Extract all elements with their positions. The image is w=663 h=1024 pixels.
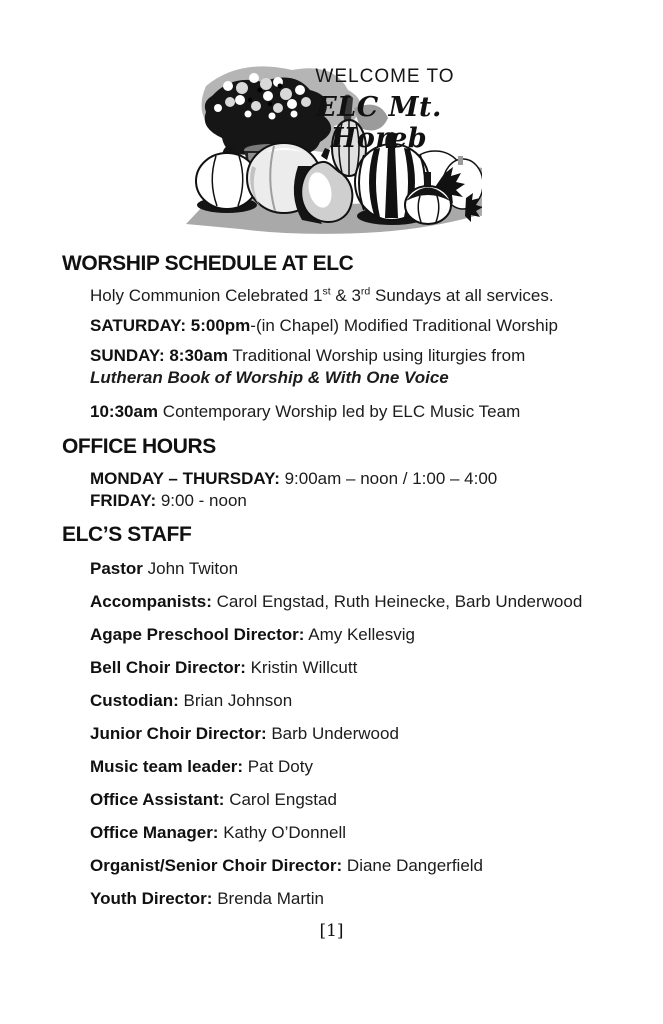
- office-hours-lines: [90, 468, 627, 511]
- staff-role: Bell Choir Director:: [90, 658, 246, 677]
- worship-schedule-heading: WORSHIP SCHEDULE AT ELC: [62, 252, 354, 275]
- church-name-script: ELC Mt. Horeb: [316, 92, 442, 154]
- saturday-text: -(in Chapel) Modified Traditional Worship: [250, 316, 558, 335]
- staff-name: Diane Dangerfield: [342, 856, 484, 875]
- staff-row: [90, 855, 627, 877]
- late-service-text: Contemporary Worship led by ELC Music Team: [158, 402, 521, 421]
- staff-role: Custodian:: [90, 691, 179, 710]
- staff-name: Carol Engstad, Ruth Heinecke, Barb Underwood: [211, 592, 583, 611]
- late-service-line: [90, 401, 627, 423]
- friday-value: 9:00 - noon: [156, 490, 247, 510]
- staff-role: Youth Director:: [90, 889, 213, 908]
- saturday-label: SATURDAY: 5:00pm: [90, 316, 251, 335]
- staff-row: [90, 690, 627, 712]
- ordinal-rd: rd: [360, 285, 371, 298]
- staff-row: [90, 888, 627, 910]
- masthead: [0, 0, 663, 240]
- staff-name: John Twiton: [142, 559, 239, 578]
- staff-name: Carol Engstad: [224, 790, 337, 809]
- sunday-liturgy-books: Lutheran Book of Worship & With One Voice: [90, 368, 449, 387]
- bulletin-body: [0, 252, 663, 910]
- friday-label: FRIDAY:: [90, 490, 157, 510]
- sunday-text: Traditional Worship using liturgies from: [227, 346, 526, 365]
- ordinal-st: st: [322, 285, 331, 298]
- staff-name: Amy Kellesvig: [304, 625, 415, 644]
- saturday-line: [90, 315, 627, 337]
- staff-role: Accompanists:: [90, 592, 212, 611]
- staff-role: Organist/Senior Choir Director:: [90, 856, 343, 875]
- staff-row: [90, 624, 627, 646]
- page-number: [1]: [319, 921, 344, 941]
- staff-name: Kathy O’Donnell: [218, 823, 347, 842]
- staff-role: Pastor: [90, 559, 143, 578]
- staff-heading: ELC’S STAFF: [62, 523, 192, 546]
- sunday-line: [90, 345, 627, 389]
- sunday-label: SUNDAY: 8:30am: [90, 346, 228, 365]
- staff-role: Agape Preschool Director:: [90, 625, 305, 644]
- staff-name: Pat Doty: [243, 757, 313, 776]
- page-footer: [0, 921, 663, 941]
- staff-row: [90, 591, 627, 613]
- staff-row: [90, 789, 627, 811]
- staff-row: [90, 822, 627, 844]
- communion-text: & 3: [330, 286, 361, 305]
- staff-name: Barb Underwood: [266, 724, 399, 743]
- staff-row: [90, 558, 627, 580]
- staff-role: Office Assistant:: [90, 790, 225, 809]
- staff-role: Office Manager:: [90, 823, 219, 842]
- staff-name: Kristin Willcutt: [245, 658, 358, 677]
- staff-role: Music team leader:: [90, 757, 244, 776]
- communion-line: [90, 285, 627, 307]
- mon-thu-value: 9:00am – noon / 1:00 – 4:00: [279, 469, 498, 488]
- welcome-text: WELCOME TO: [315, 66, 455, 87]
- staff-row: [90, 723, 627, 745]
- staff-name: Brian Johnson: [178, 691, 293, 710]
- office-hours-heading: OFFICE HOURS: [62, 435, 216, 458]
- staff-role: Junior Choir Director:: [90, 724, 267, 743]
- late-service-label: 10:30am: [90, 402, 159, 421]
- communion-text: Sundays at all services.: [370, 286, 554, 305]
- communion-text: Holy Communion Celebrated 1: [90, 286, 323, 305]
- staff-row: [90, 657, 627, 679]
- staff-row: [90, 756, 627, 778]
- staff-name: Brenda Martin: [212, 889, 324, 908]
- mon-thu-label: MONDAY – THURSDAY:: [90, 469, 280, 488]
